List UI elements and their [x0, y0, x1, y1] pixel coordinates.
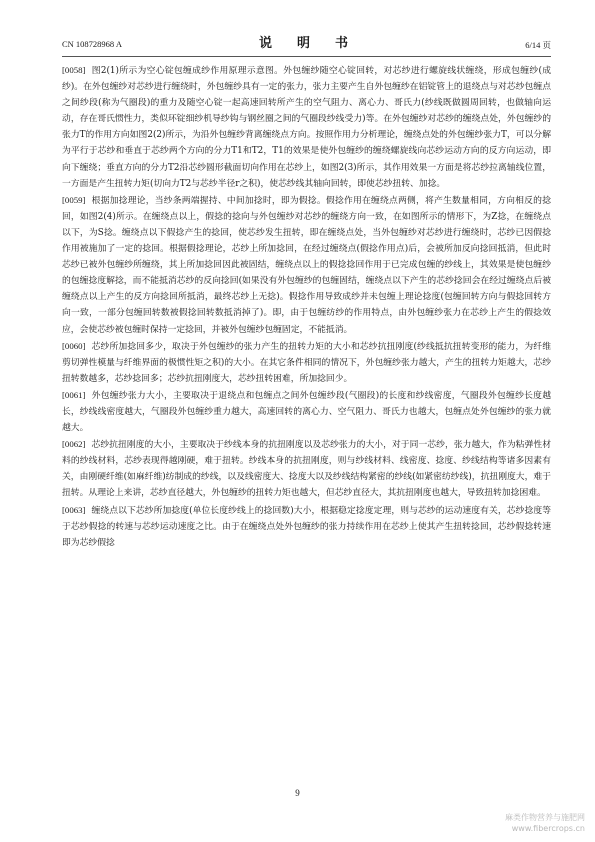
header-divider	[62, 56, 551, 57]
paragraph-number: [0060]	[62, 340, 86, 351]
paragraph-text: 根据加捻理论，当纱条两端握持、中间加捻时，即为假捻。假捻作用在缠绕点两侧，将产生数量相同，方向相反的捻回，如图2(4)所示。在缠绕点以上，假捻的捻向与外包缠纱对芯纱的缠绕方向一致，在如图所示的情形下，为Z捻，在缠绕点以下，为S捻。缠绕点以下假捻产生的捻回，使芯纱发生扭转，即在缠绕点处，当外包缠纱对芯纱进行缠绕时，芯纱已因假捻作用被施加了一定的捻回。根据假捻理论，芯纱上所加捻回，在经过缠绕点(假捻作用点)后，会被所加反向捻回抵消，但此时芯纱已被外包缠纱所缠绕，其上所加捻回因此被固结，缠绕点以上的假捻捻回作用于已完成包缠的纱线上，其效果是使包缠纱的包缠捻度解捻，而不能抵消芯纱的反向捻回(如果没有外包缠纱的包缠固结，缠绕点以下产生的芯纱捻回会在经过缠绕点后被缠绕点以上产生的反方向捻回所抵消，最终芯纱上无捻)。假捻作用导致成纱并未包缠上理论捻度(包缠回转方向与假捻回转方向一致，一部分包缠回转数被假捻回转数抵消掉了)。即，由于包缠纺纱的作用特点，由外包缠纱张力在芯纱上产生的假捻效应，会使芯纱被包缠时保持一定捻回，并被外包缠纱包缠固定，不能抵消。	[62, 195, 551, 335]
paragraph-number: [0063]	[62, 504, 86, 515]
paragraph-text: 外包缠纱张力大小，主要取决于退绕点和包缠点之间外包缠纱段(气圈段)的长度和纱线密度，气圈段外包缠纱长度越长，纱线线密度越大，气圈段外包缠纱重力越大，高速回转的离心力、空气阻力、哥氏力也越大，包缠点处外包缠纱的张力就越大。	[62, 390, 551, 434]
paragraph-text: 图2(1)所示为空心锭包缠成纱作用原理示意图。外包缠纱随空心锭回转，对芯纱进行螺旋线状缠绕，形成包缠纱(成纱)。在外包缠纱对芯纱进行缠绕时，外包缠纱具有一定的张力，张力主要产生自外包缠纱在铝锭管上的退绕点与对芯纱包缠点之间纱段(称为气圈段)的重力及随空心锭一起高速回转所产生的空气阻力、离心力、哥氏力(纱线既做圆周回转，也做轴向运动，存在哥氏惯性力，类似环锭细纱机导纱钩与钢丝圈之间的气圈段纱线受力)等。在外包缠纱对芯纱的缠绕点处，外包缠纱的张力T的作用方向如图2(2)所示，为沿外包缠纱背离缠绕点方向。按照作用力分析理论，缠绕点处的外包缠纱张力T，可以分解为平行于芯纱和垂直于芯纱两个方向的分力T1和T2，T1的效果是使外包缠纱的缠绕螺旋线向芯纱运动方向的反方向运动，即向下缠绕；垂直方向的分力T2沿芯纱圆形截面切向作用在芯纱上，如图2(3)所示，其作用效果一方面是将芯纱拉离轴线位置，一方面是产生扭转力矩(切向力T2与芯纱半径r之积)，使芯纱线其轴向回转，即使芯纱扭转、加捻。	[62, 66, 551, 189]
paragraph-number: [0058]	[62, 65, 86, 75]
paragraph-text: 缠绕点以下芯纱所加捻度(单位长度纱线上的捻回数)大小，根据稳定捻度定理，则与芯纱的运动速度有关，芯纱捻度等于芯纱假捻的转速与芯纱运动速度之比。由于在缠绕点处外包缠纱的张力持续作用在芯纱上使其产生扭转捻回，芯纱假捻转速即为芯纱假捻	[62, 505, 551, 548]
paragraph-0059	[62, 192, 551, 338]
paragraph-number: [0059]	[62, 194, 86, 205]
paragraph-0058	[62, 62, 551, 192]
paragraph-text: 芯纱抗扭刚度的大小，主要取决于纱线本身的抗扭刚度以及芯纱张力的大小，对于同一芯纱，张力越大，作为粘弹性材料的纱线材料，芯纱表现得越刚硬，难于扭转。纱线本身的抗扭刚度，则与纱线材料、线密度、捻度、纱线结构等诸多因素有关，由刚硬纤维(如麻纤维)纺制成的纱线，以及线密度大、捻度大以及纱线结构紧密的纱线(如紧密纺纱线)，抗扭刚度大，难于扭转。从理论上来讲，芯纱直径越大，外包缠纱的扭转力矩也越大，但芯纱直径大，其抗扭刚度也越大，导致扭转加捻困难。	[62, 440, 551, 499]
paragraph-number: [0062]	[62, 439, 86, 450]
site-watermark	[505, 812, 585, 834]
document-title: 说 明 书	[258, 36, 354, 51]
document-body	[62, 62, 551, 551]
paragraph-0061	[62, 387, 551, 436]
watermark-line-1: 麻类作物营养与施肥网	[505, 813, 585, 822]
page-number: 9	[295, 788, 300, 798]
page-header	[62, 30, 551, 54]
page-info: 6/14 页	[525, 40, 551, 50]
paragraph-0062	[62, 436, 551, 501]
paragraph-number: [0061]	[62, 389, 86, 400]
paragraph-text: 芯纱所加捻回多少，取决于外包缠纱的张力产生的扭转力矩的大小和芯纱抗扭刚度(纱线抵抗扭转变形的能力，为纤维剪切弹性模量与纤维界面的极惯性矩之积)的大小。在其它条件相同的情况下，外包缠纱张力越大，产生的扭转力矩越大，芯纱扭转数越多，芯纱捻回多；芯纱抗扭刚度大，芯纱扭转困难，所加捻回少。	[62, 341, 551, 384]
paragraph-0063	[62, 502, 551, 551]
paragraph-0060	[62, 338, 551, 387]
watermark-line-2: www.fibercrops.cn	[511, 824, 585, 833]
patent-number: CN 108728968 A	[62, 39, 122, 49]
